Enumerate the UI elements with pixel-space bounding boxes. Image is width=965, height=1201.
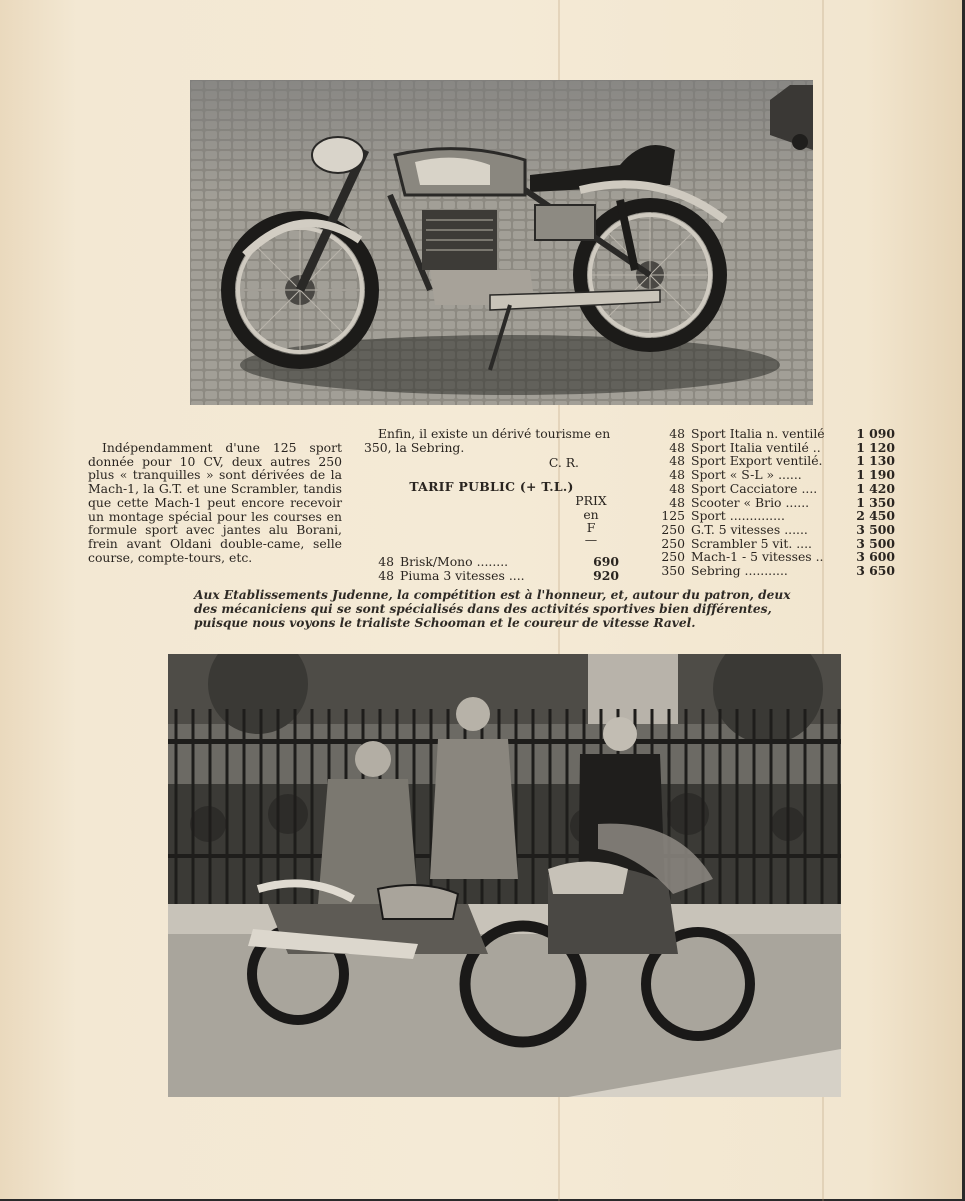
price-row (655, 427, 895, 441)
model-price: 1 420 (856, 480, 895, 496)
body-paragraph: Enfin, il existe un dérivé tourisme en 350, la Sebring. (364, 426, 611, 455)
price-row (655, 550, 895, 564)
mechanics-photo-image (168, 654, 841, 1097)
mechanics-photo (168, 654, 841, 1097)
model-price: 2 450 (856, 508, 895, 524)
price-list-title: TARIF PUBLIC (+ T.L.) (409, 479, 574, 495)
model-name: Sport Cacciatore .... (691, 481, 818, 496)
body-paragraph: Indépendamment d'une 125 sport donnée pour 10 CV, deux autres 250 plus « tranquilles » sont dérivées de la Mach-1, la G.T. et une Scrambler, tandis que cette Mach-1 peut encore recevoir un montage spécial pour les courses en formule sport avec jantes alu Borani, frein avant Oldani double-came, selle course, compte-tours, etc. (88, 440, 342, 565)
model-name: Brisk/Mono ........ (400, 554, 509, 569)
engine-cc: 48 (669, 439, 685, 455)
price-row (655, 509, 895, 523)
model-price: 920 (593, 567, 619, 583)
price-row (655, 564, 895, 578)
price-row (655, 441, 895, 455)
model-price: 3 500 (856, 521, 895, 537)
price-row (364, 555, 619, 569)
motorcycle-photo (190, 80, 813, 405)
engine-cc: 48 (378, 567, 394, 583)
price-row (655, 482, 895, 496)
model-price: 1 090 (856, 426, 895, 441)
price-row (655, 523, 895, 537)
price-header-line: PRIX (575, 492, 607, 508)
motorcycle-photo-image (190, 80, 813, 405)
model-price: 1 120 (856, 439, 895, 455)
author-signature: C. R. (548, 455, 579, 471)
price-list (364, 555, 619, 582)
price-row (655, 454, 895, 468)
model-name: Mach-1 - 5 vitesses .. (691, 550, 824, 565)
engine-cc: 48 (669, 480, 685, 496)
engine-cc: 48 (669, 467, 685, 483)
model-name: Sport Italia ventilé .. (691, 440, 821, 455)
right-price-column (655, 427, 895, 578)
model-price: 690 (593, 553, 619, 569)
model-name: Scrambler 5 vit. .... (691, 536, 812, 551)
model-price: 3 650 (856, 563, 895, 579)
engine-cc: 250 (661, 521, 685, 537)
model-name: Scooter « Brio ...... (691, 495, 810, 510)
engine-cc: 250 (661, 535, 685, 551)
price-row (655, 496, 895, 510)
model-price: 3 600 (856, 549, 895, 565)
model-name: Sport Export ventilé. (691, 454, 823, 469)
model-price: 1 350 (856, 494, 895, 510)
price-row (655, 537, 895, 551)
model-price: 1 130 (856, 453, 895, 469)
engine-cc: 125 (661, 508, 685, 524)
price-row (655, 468, 895, 482)
engine-cc: 48 (378, 553, 394, 569)
price-header-line: en (583, 506, 599, 522)
model-name: Sport Italia n. ventilé (691, 427, 825, 441)
model-price: 3 500 (856, 535, 895, 551)
middle-text-column (364, 427, 619, 582)
engine-cc: 48 (669, 453, 685, 469)
price-row (364, 569, 619, 583)
price-header-line: F (586, 520, 596, 536)
model-name: Sebring ........... (691, 564, 788, 578)
photo-caption: Aux Etablissements Judenne, la compétition est à l'honneur, et, autour du patron, deux des mécaniciens qui se sont spécialisés dans des activités sportives bien différentes, puisque nous voyons le trialiste Schooman et le coureur de vitesse Ravel. (194, 588, 791, 630)
model-name: G.T. 5 vitesses ...... (691, 522, 808, 537)
left-text-column (88, 441, 342, 564)
model-name: Piuma 3 vitesses .... (400, 568, 525, 583)
engine-cc: 48 (669, 494, 685, 510)
model-price: 1 190 (856, 467, 895, 483)
price-column-header (364, 494, 619, 545)
model-name: Sport « S-L » ...... (691, 468, 802, 482)
engine-cc: 48 (669, 426, 685, 441)
engine-cc: 250 (661, 549, 685, 565)
engine-cc: 350 (661, 563, 685, 579)
price-header-line: — (584, 531, 598, 547)
model-name: Sport .............. (691, 509, 785, 523)
